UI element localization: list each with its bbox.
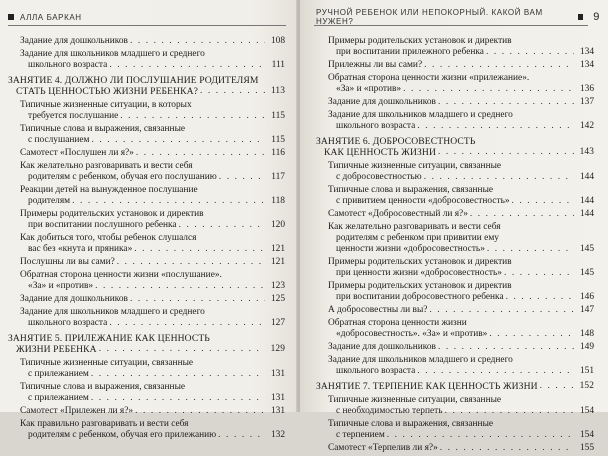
toc-entry-line: Типичные жизненные ситуации, связанные <box>328 395 502 405</box>
toc-entry-title <box>20 307 265 329</box>
toc-page-number: 154 <box>579 430 594 440</box>
toc-entry-line: Реакции детей на вынужденное послушание <box>20 185 198 195</box>
toc-entry <box>8 185 285 207</box>
toc-entry-line: ЖИЗНИ РЕБЕНКА <box>16 344 97 355</box>
toc-page-number: 113 <box>270 86 285 96</box>
toc-entry-title <box>20 124 265 146</box>
toc-entry-line: Типичные жизненные ситуации, связанные <box>328 161 502 171</box>
toc-page-number: 120 <box>270 220 285 230</box>
dot-leader <box>70 196 265 207</box>
toc-entry <box>316 395 594 417</box>
toc-entry-line: Как правильно разговаривать и вести себя <box>20 419 189 429</box>
toc-entry-line: Самотест «Добросовестный ли я?» <box>328 209 468 219</box>
toc-entry-title <box>328 355 574 377</box>
toc-entry-line: вас без «кнута и пряника» <box>28 244 133 254</box>
toc-entry-title <box>328 443 574 454</box>
toc-entry-line: ЗАНЯТИЕ 5. ПРИЛЕЖАНИЕ КАК ЦЕННОСТЬ <box>8 333 210 344</box>
toc-entry-line: Как добиться того, чтобы ребенок слушался <box>20 233 197 243</box>
toc-entry <box>8 419 285 441</box>
dot-leader <box>216 430 265 441</box>
toc-entry <box>316 281 594 303</box>
toc-entry <box>316 97 594 108</box>
toc-entry-line: с прилежанием <box>28 369 89 379</box>
toc-entry <box>316 73 594 95</box>
toc-entry-line: «За» и «против» <box>336 84 402 94</box>
toc-page-number: 148 <box>579 329 594 339</box>
dot-leader <box>217 172 265 183</box>
dot-leader <box>198 86 265 97</box>
toc-entry-title <box>20 382 265 404</box>
dot-leader <box>422 172 574 183</box>
dot-leader <box>415 121 574 132</box>
toc-entry-line: Типичные слова и выражения, связанные <box>328 419 494 429</box>
toc-entry-line: Обратная сторона ценности жизни «послушание». <box>20 270 222 280</box>
toc-entry-line: Задание для школьников младшего и среднего <box>20 307 205 317</box>
toc-entry-title <box>328 110 574 132</box>
toc-entry-title <box>20 233 265 255</box>
toc-page-number: 146 <box>579 292 594 302</box>
toc-page-number: 155 <box>579 443 594 453</box>
toc-page-number: 115 <box>271 111 285 121</box>
toc-entry-line: при ценности жизни «добросовестность» <box>336 268 502 278</box>
dot-leader <box>422 60 574 71</box>
toc-entry-line: Обратная сторона ценности жизни «прилежание». <box>328 73 530 83</box>
dot-leader <box>401 84 574 95</box>
toc-entry-title <box>328 222 574 255</box>
toc-page-number: 131 <box>270 406 285 416</box>
toc-entry-line: Задание для школьников младшего и среднего <box>20 49 205 59</box>
toc-entry <box>316 419 594 441</box>
toc-entry-title <box>8 75 265 97</box>
toc-entry <box>316 355 594 377</box>
toc-entry-line: «добросовестность». «За» и «против» <box>336 329 488 339</box>
toc-page-number: 147 <box>579 305 594 315</box>
toc-entry-line: Задание для школьников младшего и среднего <box>328 355 513 365</box>
toc-entry-title <box>328 161 574 183</box>
toc-page-number: 152 <box>579 381 594 391</box>
toc-entry <box>316 222 594 255</box>
toc-page-number: 143 <box>579 147 594 157</box>
toc-entry-line: Примеры родительских установок и директив <box>328 36 512 46</box>
toc-entry-line: Примеры родительских установок и директив <box>328 281 512 291</box>
toc-entry-line: при воспитании добросовестного ребенка <box>336 292 504 302</box>
toc-entry-line: с терпением <box>336 430 385 440</box>
dot-leader <box>89 135 265 146</box>
toc-page-number: 144 <box>579 172 594 182</box>
toc-page-number: 134 <box>579 60 594 70</box>
toc-page-number: 108 <box>270 36 285 46</box>
dot-leader <box>177 220 265 231</box>
dot-leader <box>504 292 574 303</box>
toc-page-number: 118 <box>271 196 285 206</box>
toc-entry <box>316 209 594 220</box>
dot-leader <box>385 430 574 441</box>
toc-entry-title <box>20 49 265 71</box>
toc-entry <box>8 270 285 292</box>
toc-entry-line: школьного возраста <box>336 121 416 131</box>
toc-entry-line: ЗАНЯТИЕ 6. ДОБРОСОВЕСТНОСТЬ <box>316 136 476 147</box>
toc-entry-line: Задание для дошкольников <box>328 97 436 107</box>
toc-entry-title <box>328 305 574 316</box>
toc-entry-line: с добросовестностью <box>336 172 422 182</box>
toc-entry-title <box>328 73 574 95</box>
toc-page-number: 127 <box>270 318 285 328</box>
toc-entry-line: Послушны ли вы сами? <box>20 257 115 267</box>
dot-leader <box>128 36 265 47</box>
toc-entry-line: родителям с ребенком, обучая его послушанию <box>28 172 217 182</box>
left-running-head <box>8 10 82 24</box>
toc-entry-title <box>316 136 574 158</box>
dot-leader <box>107 318 265 329</box>
toc-entry-line: Самотест «Прилежен ли я?» <box>20 406 134 416</box>
toc-page-number: 125 <box>270 294 285 304</box>
toc-entry-line: Примеры родительских установок и директив <box>328 257 512 267</box>
toc-entry <box>8 100 285 122</box>
page-number: 9 <box>593 11 600 23</box>
toc-entry-title <box>328 97 574 108</box>
toc-entry-title <box>328 342 574 353</box>
toc-entry-line: при воспитании прилежного ребенка <box>336 47 484 57</box>
toc-entry-line: школьного возраста <box>28 60 108 70</box>
toc-chapter-entry <box>316 136 594 158</box>
toc-entry <box>316 342 594 353</box>
dot-leader <box>436 342 574 353</box>
toc-entry-title <box>328 60 574 71</box>
toc-entry-title <box>328 395 574 417</box>
toc-page-number: 116 <box>271 148 285 158</box>
dot-leader <box>415 366 574 377</box>
toc-entry-title <box>20 36 265 47</box>
toc-entry-line: СТАТЬ ЦЕННОСТЬЮ ЖИЗНИ РЕБЕНКА? <box>16 86 199 97</box>
toc-entry <box>316 60 594 71</box>
toc-entry-title <box>20 148 265 159</box>
toc-page-number: 121 <box>270 257 285 267</box>
toc-entry-line: Задание для дошкольников <box>20 36 128 46</box>
toc-entry-line: школьного возраста <box>28 318 108 328</box>
toc-entry-line: с привитием ценности «добросовестность» <box>336 196 510 206</box>
toc-entry <box>8 124 285 146</box>
dot-leader <box>487 329 574 340</box>
right-toc <box>316 36 594 456</box>
toc-page-number: 111 <box>271 60 285 70</box>
toc-entry-title <box>328 36 574 58</box>
toc-entry-line: Задание для школьников младшего и среднего <box>328 110 513 120</box>
toc-entry-line: Типичные слова и выражения, связанные <box>328 185 494 195</box>
toc-entry-line: Типичные жизненные ситуации, связанные <box>20 358 194 368</box>
toc-page-number: 136 <box>579 84 594 94</box>
toc-entry-line: Как желательно разговаривать и вести себя <box>20 161 193 171</box>
dot-leader <box>502 268 574 279</box>
toc-entry-title <box>20 209 265 231</box>
left-toc <box>8 36 285 443</box>
right-header-rule <box>314 25 588 26</box>
toc-page-number: 134 <box>579 47 594 57</box>
toc-entry <box>8 257 285 268</box>
toc-entry-line: с прилежанием <box>28 393 89 403</box>
toc-entry-line: КАК ЦЕННОСТЬ ЖИЗНИ <box>324 147 436 158</box>
toc-entry-line: Как желательно разговаривать и вести себя <box>328 222 501 232</box>
toc-entry-title <box>8 333 265 355</box>
dot-leader <box>128 294 265 305</box>
toc-page-number: 154 <box>579 406 594 416</box>
toc-entry-line: с послушанием <box>28 135 90 145</box>
toc-page-number: 149 <box>579 342 594 352</box>
left-running-head-text: АЛЛА БАРКАН <box>20 12 82 22</box>
dot-leader <box>468 209 574 220</box>
right-running-head <box>316 10 600 24</box>
toc-page-number: 144 <box>579 209 594 219</box>
toc-entry <box>316 305 594 316</box>
toc-entry <box>316 110 594 132</box>
toc-entry-title <box>328 185 574 207</box>
dot-leader <box>438 443 574 454</box>
toc-page-number: 144 <box>579 196 594 206</box>
toc-entry-line: ЗАНЯТИЕ 7. ТЕРПЕНИЕ КАК ЦЕННОСТЬ ЖИЗНИ <box>316 381 538 392</box>
dot-leader <box>484 47 574 58</box>
dot-leader <box>436 147 574 158</box>
toc-page-number: 123 <box>270 281 285 291</box>
dot-leader <box>97 344 265 355</box>
right-page <box>300 0 608 453</box>
toc-entry <box>8 209 285 231</box>
toc-chapter-entry <box>8 75 285 97</box>
toc-entry-line: «За» и «против» <box>28 281 94 291</box>
toc-entry-line: Задание для дошкольников <box>328 342 436 352</box>
toc-entry-title <box>20 358 265 380</box>
toc-entry-line: Типичные слова и выражения, связанные <box>20 382 186 392</box>
dot-leader <box>485 244 574 255</box>
square-bullet-icon <box>8 14 14 20</box>
toc-entry-title <box>328 257 574 279</box>
toc-entry <box>8 49 285 71</box>
toc-entry-line: Типичные жизненные ситуации, в которых <box>20 100 192 110</box>
toc-entry-title <box>20 161 265 183</box>
toc-entry <box>8 36 285 47</box>
toc-entry-line: Примеры родительских установок и директив <box>20 209 204 219</box>
toc-entry-title <box>316 381 574 392</box>
toc-entry-line: Типичные слова и выражения, связанные <box>20 124 186 134</box>
toc-entry-line: Обратная сторона ценности жизни <box>328 318 467 328</box>
toc-entry-title <box>328 281 574 303</box>
toc-entry-line: с необходимостью терпеть <box>336 406 443 416</box>
toc-entry-line: А добросовестны ли вы? <box>328 305 428 315</box>
toc-entry <box>316 318 594 340</box>
toc-entry-line: ценности жизни «добросовестность» <box>336 244 485 254</box>
dot-leader <box>89 393 265 404</box>
toc-entry-title <box>328 419 574 441</box>
toc-entry-line: родителям <box>28 196 71 206</box>
dot-leader <box>538 381 574 392</box>
toc-entry-title <box>20 294 265 305</box>
toc-page-number: 145 <box>579 244 594 254</box>
toc-page-number: 151 <box>579 366 594 376</box>
toc-page-number: 142 <box>579 121 594 131</box>
dot-leader <box>134 148 265 159</box>
toc-entry <box>316 161 594 183</box>
toc-entry <box>8 148 285 159</box>
toc-page-number: 131 <box>270 369 285 379</box>
left-page <box>0 0 298 440</box>
toc-chapter-entry <box>316 381 594 392</box>
toc-entry-title <box>328 209 574 220</box>
toc-page-number: 131 <box>270 393 285 403</box>
dot-leader <box>510 196 574 207</box>
right-running-head-text: РУЧНОЙ РЕБЕНОК ИЛИ НЕПОКОРНЫЙ. КАКОЙ ВАМ НУЖЕН? <box>316 8 543 26</box>
toc-entry-title <box>20 270 265 292</box>
toc-entry-line: школьного возраста <box>336 366 416 376</box>
toc-page-number: 121 <box>270 244 285 254</box>
toc-page-number: 115 <box>271 135 285 145</box>
toc-entry-line: Самотест «Послушен ли я?» <box>20 148 134 158</box>
toc-entry <box>8 382 285 404</box>
toc-entry <box>316 443 594 454</box>
toc-entry-title <box>328 318 574 340</box>
toc-entry-line: требуется послушание <box>28 111 119 121</box>
toc-entry-line: Самотест «Терпелив ли я?» <box>328 443 438 453</box>
dot-leader <box>115 257 265 268</box>
dot-leader <box>89 369 265 380</box>
toc-entry-line: родителям с ребенком при привитии ему <box>336 233 499 243</box>
dot-leader <box>436 97 574 108</box>
toc-entry <box>8 358 285 380</box>
dot-leader <box>107 60 265 71</box>
toc-entry <box>8 294 285 305</box>
dot-leader <box>132 244 265 255</box>
dot-leader <box>427 305 574 316</box>
toc-entry <box>316 185 594 207</box>
toc-page-number: 117 <box>271 172 285 182</box>
toc-chapter-entry <box>8 333 285 355</box>
toc-entry <box>8 161 285 183</box>
square-bullet-icon <box>578 14 584 20</box>
toc-page-number: 132 <box>270 430 285 440</box>
toc-entry <box>316 36 594 58</box>
toc-entry-title <box>20 100 265 122</box>
left-header-rule <box>8 25 286 26</box>
toc-entry-line: Задание для дошкольников <box>20 294 128 304</box>
dot-leader <box>118 111 265 122</box>
toc-entry <box>8 307 285 329</box>
toc-page-number: 137 <box>579 97 594 107</box>
toc-entry-line: Прилежны ли вы сами? <box>328 60 423 70</box>
toc-entry <box>316 257 594 279</box>
toc-entry-title <box>20 257 265 268</box>
toc-page-number: 145 <box>579 268 594 278</box>
toc-entry-title <box>20 185 265 207</box>
toc-page-number: 129 <box>270 344 285 354</box>
toc-entry-line: ЗАНЯТИЕ 4. ДОЛЖНО ЛИ ПОСЛУШАНИЕ РОДИТЕЛЯМ <box>8 75 259 86</box>
dot-leader <box>93 281 265 292</box>
toc-entry-line: при воспитании послушного ребенка <box>28 220 177 230</box>
toc-entry-line: родителям с ребенком, обучая его прилежанию <box>28 430 217 440</box>
toc-entry <box>8 233 285 255</box>
toc-entry-title <box>20 419 265 441</box>
